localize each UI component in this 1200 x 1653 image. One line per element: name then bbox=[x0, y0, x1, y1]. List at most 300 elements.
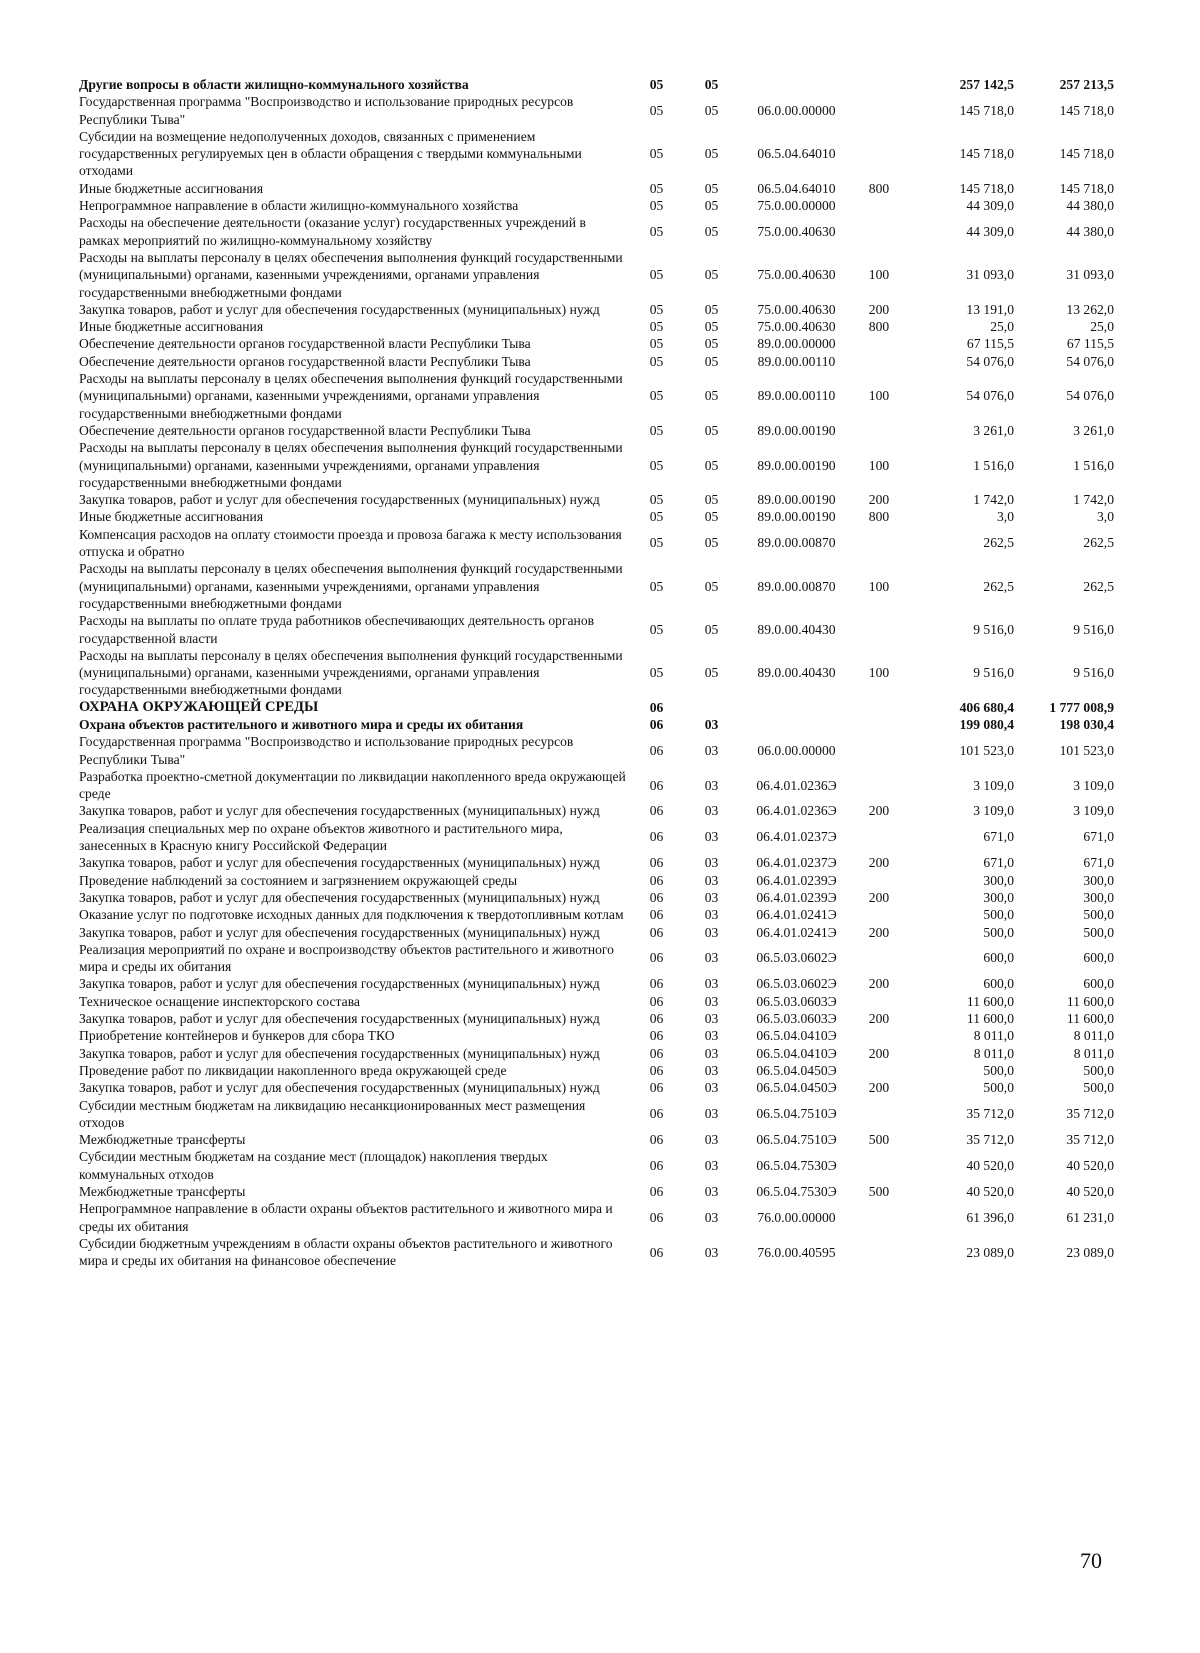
row-name: Расходы на выплаты персоналу в целях обеспечения выполнения функций государственными (муниципальными) органами, казенными учреждениями, органами управления государственными внебюджетными фондами bbox=[79, 561, 623, 611]
row-subsection: 03 bbox=[704, 907, 719, 923]
row-section: 06 bbox=[649, 976, 664, 992]
row-section: 05 bbox=[649, 492, 664, 508]
row-target-code: 06.5.04.0450Э bbox=[756, 1062, 837, 1078]
row-expense-type bbox=[854, 1235, 904, 1270]
row-amount-1: 61 396,0 bbox=[966, 1209, 1014, 1225]
row-name: Закупка товаров, работ и услуг для обеспечения государственных (муниципальных) нужд bbox=[79, 889, 600, 905]
table-row bbox=[79, 1097, 1114, 1132]
row-target-code: 89.0.00.00190 bbox=[757, 509, 836, 525]
row-section: 06 bbox=[649, 872, 664, 888]
row-name: Оказание услуг по подготовке исходных данных для подключения к твердотопливным котлам bbox=[79, 907, 624, 923]
row-amount-2: 11 600,0 bbox=[1066, 1011, 1114, 1027]
row-amount-2: 600,0 bbox=[1083, 950, 1114, 966]
row-section: 05 bbox=[649, 146, 664, 162]
row-target-code: 75.0.00.40630 bbox=[757, 267, 836, 283]
row-expense-type: 200 bbox=[868, 976, 890, 992]
row-name: Расходы на выплаты персоналу в целях обеспечения выполнения функций государственными (муниципальными) органами, казенными учреждениями, органами управления государственными внебюджетными фондами bbox=[79, 371, 623, 421]
row-expense-type bbox=[854, 335, 904, 352]
table-row bbox=[79, 872, 1114, 889]
row-amount-1: 8 011,0 bbox=[973, 1045, 1014, 1061]
row-target-code: 06.5.04.0410Э bbox=[756, 1045, 837, 1061]
row-amount-1: 23 089,0 bbox=[966, 1244, 1014, 1260]
row-target-code: 89.0.00.00190 bbox=[757, 422, 836, 438]
row-amount-2: 101 523,0 bbox=[1059, 742, 1114, 758]
row-expense-type: 200 bbox=[868, 301, 890, 317]
row-section: 06 bbox=[649, 1011, 664, 1027]
row-name: Государственная программа "Воспроизводство и использование природных ресурсов Республики Тыва" bbox=[79, 734, 574, 767]
row-target-code: 06.5.04.0410Э bbox=[756, 1028, 837, 1044]
row-section: 06 bbox=[649, 829, 664, 845]
row-subsection: 05 bbox=[704, 492, 719, 508]
table-row bbox=[79, 993, 1114, 1010]
row-name: Непрограммное направление в области охраны объектов растительного и животного мира и среды их обитания bbox=[79, 1201, 613, 1234]
row-amount-1: 31 093,0 bbox=[966, 267, 1014, 283]
row-section: 05 bbox=[649, 621, 664, 637]
table-row bbox=[79, 1027, 1114, 1044]
table-row bbox=[79, 647, 1114, 699]
row-name: Расходы на выплаты персоналу в целях обеспечения выполнения функций государственными (муниципальными) органами, казенными учреждениями, органами управления государственными внебюджетными фондами bbox=[79, 249, 623, 300]
row-expense-type bbox=[854, 716, 904, 733]
table-row bbox=[79, 318, 1114, 335]
row-expense-type: 800 bbox=[868, 509, 890, 525]
row-amount-2: 44 380,0 bbox=[1066, 224, 1114, 240]
row-expense-type bbox=[854, 768, 904, 803]
row-expense-type bbox=[854, 422, 904, 439]
row-name: Реализация мероприятий по охране и воспроизводству объектов растительного и животного мира и среды их обитания bbox=[79, 941, 614, 975]
row-amount-1: 145 718,0 bbox=[959, 102, 1014, 118]
row-amount-2: 145 718,0 bbox=[1059, 180, 1114, 196]
row-expense-type: 100 bbox=[868, 578, 890, 594]
row-section: 05 bbox=[649, 267, 664, 283]
table-row bbox=[79, 1148, 1114, 1183]
table-row bbox=[79, 768, 1114, 803]
row-name: Обеспечение деятельности органов государственной власти Республики Тыва bbox=[79, 353, 531, 369]
table-row bbox=[79, 335, 1114, 352]
row-section: 05 bbox=[649, 353, 664, 369]
row-subsection: 03 bbox=[704, 1028, 719, 1044]
table-row bbox=[79, 1183, 1114, 1200]
row-name: Расходы на выплаты по оплате труда работников обеспечивающих деятельность органов государственной власти bbox=[79, 613, 595, 646]
table-row bbox=[79, 1079, 1114, 1096]
row-amount-2: 3 109,0 bbox=[1073, 803, 1114, 819]
table-row bbox=[79, 889, 1114, 906]
row-subsection: 03 bbox=[704, 976, 719, 992]
row-name: Расходы на выплаты персоналу в целях обеспечения выполнения функций государственными (муниципальными) органами, казенными учреждениями, органами управления государственными внебюджетными фондами bbox=[79, 440, 623, 490]
row-amount-1: 300,0 bbox=[983, 889, 1014, 905]
row-subsection: 05 bbox=[704, 146, 719, 162]
row-expense-type: 200 bbox=[868, 889, 890, 905]
row-subsection: 03 bbox=[704, 872, 719, 888]
row-amount-1: 671,0 bbox=[983, 855, 1014, 871]
row-target-code: 06.4.01.0239Э bbox=[756, 889, 837, 905]
row-amount-1: 500,0 bbox=[983, 1062, 1014, 1078]
row-amount-1: 9 516,0 bbox=[973, 621, 1014, 637]
row-target-code: 06.5.04.7510Э bbox=[756, 1106, 837, 1122]
row-target-code: 75.0.00.40630 bbox=[757, 319, 836, 335]
row-section: 05 bbox=[649, 509, 664, 525]
row-expense-type bbox=[854, 526, 904, 561]
row-amount-2: 13 262,0 bbox=[1066, 301, 1114, 317]
row-target-code: 06.5.03.0602Э bbox=[756, 950, 837, 966]
row-section: 06 bbox=[649, 924, 664, 940]
row-amount-2: 3,0 bbox=[1097, 509, 1114, 525]
row-subsection: 03 bbox=[704, 1209, 719, 1225]
row-section: 05 bbox=[649, 301, 664, 317]
row-expense-type: 200 bbox=[868, 855, 890, 871]
row-target-code: 06.4.01.0241Э bbox=[756, 924, 837, 940]
row-name: Непрограммное направление в области жилищно-коммунального хозяйства bbox=[79, 198, 519, 214]
row-section: 06 bbox=[649, 1132, 664, 1148]
row-expense-type bbox=[854, 820, 904, 855]
row-section: 05 bbox=[649, 665, 664, 681]
row-expense-type: 200 bbox=[868, 1011, 890, 1027]
row-amount-2: 262,5 bbox=[1083, 535, 1114, 551]
table-row bbox=[79, 906, 1114, 923]
row-subsection: 03 bbox=[704, 829, 719, 845]
row-target-code: 06.5.03.0603Э bbox=[756, 1011, 837, 1027]
row-target-code: 89.0.00.00110 bbox=[757, 353, 836, 369]
row-amount-2: 145 718,0 bbox=[1059, 102, 1114, 118]
row-subsection: 03 bbox=[704, 777, 719, 793]
table-row bbox=[79, 716, 1114, 733]
row-target-code: 75.0.00.00000 bbox=[757, 198, 836, 214]
row-name: Межбюджетные трансферты bbox=[79, 1132, 246, 1148]
row-target-code: 06.5.04.7530Э bbox=[756, 1184, 837, 1199]
row-subsection: 05 bbox=[704, 301, 719, 317]
budget-table bbox=[79, 76, 1114, 1269]
row-amount-2: 600,0 bbox=[1083, 976, 1114, 992]
row-section: 06 bbox=[649, 1045, 664, 1061]
row-section: 05 bbox=[649, 102, 664, 118]
row-expense-type: 100 bbox=[868, 388, 890, 404]
row-amount-1: 1 516,0 bbox=[973, 457, 1014, 473]
row-section: 05 bbox=[649, 388, 664, 404]
row-expense-type bbox=[854, 1200, 904, 1235]
row-section: 06 bbox=[649, 777, 664, 793]
row-amount-1: 262,5 bbox=[983, 578, 1014, 594]
row-amount-1: 25,0 bbox=[990, 319, 1014, 335]
row-expense-type: 200 bbox=[868, 803, 890, 819]
row-amount-1: 101 523,0 bbox=[959, 742, 1014, 758]
table-row bbox=[79, 612, 1114, 647]
table-row bbox=[79, 1062, 1114, 1079]
row-name: ОХРАНА ОКРУЖАЮЩЕЙ СРЕДЫ bbox=[79, 698, 319, 715]
row-expense-type: 500 bbox=[868, 1184, 890, 1199]
row-amount-1: 40 520,0 bbox=[966, 1158, 1014, 1174]
row-amount-1: 54 076,0 bbox=[966, 353, 1014, 369]
row-amount-1: 600,0 bbox=[983, 976, 1014, 992]
row-amount-1: 13 191,0 bbox=[966, 301, 1014, 317]
row-subsection: 03 bbox=[704, 1045, 719, 1061]
row-name: Приобретение контейнеров и бункеров для сбора ТКО bbox=[79, 1028, 395, 1044]
row-name: Субсидии на возмещение недополученных доходов, связанных с применением государственных регулируемых цен в области обращения с твердыми коммунальными отходами bbox=[79, 128, 582, 179]
row-name: Субсидии местным бюджетам на создание мест (площадок) накопления твердых коммунальных отходов bbox=[79, 1149, 548, 1182]
row-name: Реализация специальных мер по охране объектов животного и растительного мира, занесенных в Красную книгу Российской Федерации bbox=[79, 820, 563, 854]
row-amount-1: 35 712,0 bbox=[966, 1106, 1014, 1122]
row-section: 06 bbox=[649, 855, 664, 871]
row-amount-2: 61 231,0 bbox=[1066, 1209, 1114, 1225]
row-name: Межбюджетные трансферты bbox=[79, 1184, 246, 1199]
table-row bbox=[79, 1200, 1114, 1235]
row-target-code: 06.5.04.64010 bbox=[757, 180, 836, 196]
row-expense-type: 500 bbox=[868, 1132, 890, 1148]
row-amount-2: 11 600,0 bbox=[1066, 993, 1114, 1009]
row-amount-2: 300,0 bbox=[1083, 872, 1114, 888]
row-subsection: 03 bbox=[704, 742, 719, 758]
row-target-code: 89.0.00.00870 bbox=[757, 535, 836, 551]
row-section: 06 bbox=[649, 950, 664, 966]
row-section: 05 bbox=[649, 77, 664, 92]
row-expense-type bbox=[854, 93, 904, 128]
row-name: Компенсация расходов на оплату стоимости проезда и провоза багажа к месту использования отпуска и обратно bbox=[79, 526, 622, 560]
row-section: 05 bbox=[649, 224, 664, 240]
table-row bbox=[79, 1235, 1114, 1270]
row-target-code: 06.0.00.00000 bbox=[757, 102, 836, 118]
table-row bbox=[79, 422, 1114, 439]
row-name: Иные бюджетные ассигнования bbox=[79, 509, 264, 525]
row-amount-2: 1 777 008,9 bbox=[1049, 699, 1114, 715]
row-amount-1: 44 309,0 bbox=[966, 198, 1014, 214]
row-amount-2: 67 115,5 bbox=[1066, 336, 1114, 352]
row-subsection: 03 bbox=[704, 803, 719, 819]
row-amount-2: 40 520,0 bbox=[1066, 1184, 1114, 1199]
row-target-code: 06.0.00.00000 bbox=[757, 742, 836, 758]
row-subsection: 05 bbox=[704, 224, 719, 240]
row-expense-type bbox=[854, 872, 904, 889]
row-amount-2: 500,0 bbox=[1083, 1062, 1114, 1078]
table-row bbox=[79, 180, 1114, 197]
row-section: 05 bbox=[649, 535, 664, 551]
row-subsection: 03 bbox=[704, 1184, 719, 1199]
row-target-code: 76.0.00.40595 bbox=[757, 1244, 836, 1260]
row-name: Проведение наблюдений за состоянием и загрязнением окружающей среды bbox=[79, 872, 518, 888]
row-section: 06 bbox=[649, 1158, 664, 1174]
row-subsection: 05 bbox=[704, 388, 719, 404]
table-row bbox=[79, 370, 1114, 422]
row-subsection: 05 bbox=[704, 319, 719, 335]
row-subsection: 05 bbox=[704, 535, 719, 551]
row-amount-1: 3 261,0 bbox=[973, 422, 1014, 438]
row-expense-type: 200 bbox=[868, 1045, 890, 1061]
row-target-code: 06.5.04.7530Э bbox=[756, 1158, 837, 1174]
row-section: 05 bbox=[649, 180, 664, 196]
row-section: 05 bbox=[649, 319, 664, 335]
row-amount-2: 300,0 bbox=[1083, 889, 1114, 905]
row-amount-2: 54 076,0 bbox=[1066, 353, 1114, 369]
row-amount-1: 40 520,0 bbox=[966, 1184, 1014, 1199]
row-amount-1: 54 076,0 bbox=[966, 388, 1014, 404]
table-row bbox=[79, 491, 1114, 508]
row-subsection: 05 bbox=[704, 509, 719, 525]
row-amount-2: 44 380,0 bbox=[1066, 198, 1114, 214]
row-target-code: 89.0.00.40430 bbox=[757, 621, 836, 637]
row-section: 06 bbox=[649, 889, 664, 905]
row-target-code: 75.0.00.40630 bbox=[757, 301, 836, 317]
row-subsection: 05 bbox=[704, 665, 719, 681]
row-expense-type bbox=[854, 197, 904, 214]
row-amount-2: 23 089,0 bbox=[1066, 1244, 1114, 1260]
row-target-code bbox=[739, 699, 854, 716]
row-expense-type bbox=[854, 1062, 904, 1079]
table-row bbox=[79, 526, 1114, 561]
row-amount-2: 671,0 bbox=[1083, 829, 1114, 845]
row-target-code: 06.5.03.0602Э bbox=[756, 976, 837, 992]
row-subsection: 05 bbox=[704, 77, 719, 92]
row-name: Закупка товаров, работ и услуг для обеспечения государственных (муниципальных) нужд bbox=[79, 301, 600, 317]
row-amount-2: 1 516,0 bbox=[1073, 457, 1114, 473]
row-subsection: 03 bbox=[704, 1158, 719, 1174]
table-row bbox=[79, 249, 1114, 301]
row-amount-2: 31 093,0 bbox=[1066, 267, 1114, 283]
row-name: Закупка товаров, работ и услуг для обеспечения государственных (муниципальных) нужд bbox=[79, 492, 600, 508]
row-expense-type bbox=[854, 214, 904, 249]
row-amount-2: 9 516,0 bbox=[1073, 621, 1114, 637]
budget-table-body bbox=[79, 76, 1114, 1269]
row-amount-1: 199 080,4 bbox=[959, 716, 1014, 732]
row-section: 06 bbox=[649, 1062, 664, 1078]
row-expense-type: 100 bbox=[868, 665, 890, 681]
row-amount-1: 500,0 bbox=[983, 924, 1014, 940]
row-amount-1: 145 718,0 bbox=[959, 146, 1014, 162]
row-subsection: 05 bbox=[704, 267, 719, 283]
row-amount-1: 44 309,0 bbox=[966, 224, 1014, 240]
row-subsection: 05 bbox=[704, 422, 719, 438]
row-name: Расходы на выплаты персоналу в целях обеспечения выполнения функций государственными (муниципальными) органами, казенными учреждениями, органами управления государственными внебюджетными фондами bbox=[79, 647, 623, 698]
row-name: Закупка товаров, работ и услуг для обеспечения государственных (муниципальных) нужд bbox=[79, 1045, 600, 1061]
table-row bbox=[79, 802, 1114, 819]
row-name: Расходы на обеспечение деятельности (оказание услуг) государственных учреждений в рамках мероприятий по жилищно-коммунальному хозяйству bbox=[79, 215, 586, 248]
page-number: 70 bbox=[1080, 1548, 1102, 1573]
row-amount-1: 67 115,5 bbox=[966, 336, 1014, 352]
row-amount-2: 8 011,0 bbox=[1073, 1028, 1114, 1044]
row-name: Закупка товаров, работ и услуг для обеспечения государственных (муниципальных) нужд bbox=[79, 976, 600, 992]
table-row bbox=[79, 128, 1114, 180]
row-name: Иные бюджетные ассигнования bbox=[79, 319, 264, 335]
row-expense-type: 200 bbox=[868, 492, 890, 508]
row-subsection: 05 bbox=[704, 102, 719, 118]
row-amount-2: 40 520,0 bbox=[1066, 1158, 1114, 1174]
table-row bbox=[79, 733, 1114, 768]
row-target-code: 06.4.01.0237Э bbox=[756, 829, 837, 845]
row-subsection: 03 bbox=[704, 716, 719, 732]
row-amount-1: 262,5 bbox=[983, 535, 1014, 551]
row-section: 06 bbox=[649, 1028, 664, 1044]
row-name: Другие вопросы в области жилищно-коммунального хозяйства bbox=[79, 77, 469, 92]
row-target-code: 89.0.00.00000 bbox=[757, 336, 836, 352]
table-row bbox=[79, 508, 1114, 525]
row-amount-1: 3 109,0 bbox=[973, 777, 1014, 793]
row-amount-1: 9 516,0 bbox=[973, 665, 1014, 681]
row-expense-type: 100 bbox=[868, 457, 890, 473]
row-amount-2: 3 261,0 bbox=[1073, 422, 1114, 438]
row-name: Обеспечение деятельности органов государственной власти Республики Тыва bbox=[79, 336, 531, 352]
row-amount-1: 11 600,0 bbox=[966, 993, 1014, 1009]
table-row bbox=[79, 1010, 1114, 1027]
row-amount-1: 600,0 bbox=[983, 950, 1014, 966]
table-row bbox=[79, 353, 1114, 370]
row-target-code: 89.0.00.00110 bbox=[757, 388, 836, 404]
row-target-code: 89.0.00.00190 bbox=[757, 492, 836, 508]
row-subsection: 03 bbox=[704, 1011, 719, 1027]
row-expense-type bbox=[854, 1097, 904, 1132]
row-expense-type bbox=[854, 353, 904, 370]
row-subsection: 03 bbox=[704, 924, 719, 940]
row-target-code: 06.5.04.7510Э bbox=[756, 1132, 837, 1148]
table-row bbox=[79, 301, 1114, 318]
row-amount-1: 3 109,0 bbox=[973, 803, 1014, 819]
row-expense-type: 200 bbox=[868, 924, 890, 940]
row-expense-type: 100 bbox=[868, 267, 890, 283]
row-amount-1: 3,0 bbox=[997, 509, 1014, 525]
row-expense-type bbox=[854, 612, 904, 647]
row-subsection: 03 bbox=[704, 1106, 719, 1122]
row-section: 05 bbox=[649, 336, 664, 352]
table-row bbox=[79, 820, 1114, 855]
row-expense-type bbox=[854, 128, 904, 180]
row-amount-2: 1 742,0 bbox=[1073, 492, 1114, 508]
row-section: 06 bbox=[649, 1080, 664, 1096]
row-name: Техническое оснащение инспекторского состава bbox=[79, 993, 360, 1009]
row-subsection: 05 bbox=[704, 457, 719, 473]
row-target-code bbox=[739, 76, 854, 93]
row-amount-2: 145 718,0 bbox=[1059, 146, 1114, 162]
row-section: 05 bbox=[649, 457, 664, 473]
row-subsection: 05 bbox=[704, 180, 719, 196]
row-section: 05 bbox=[649, 198, 664, 214]
table-row bbox=[79, 76, 1114, 93]
row-target-code: 06.4.01.0239Э bbox=[756, 872, 837, 888]
row-target-code bbox=[739, 716, 854, 733]
row-target-code: 06.4.01.0236Э bbox=[756, 803, 837, 819]
row-amount-2: 198 030,4 bbox=[1059, 716, 1114, 732]
row-name: Иные бюджетные ассигнования bbox=[79, 180, 264, 196]
row-target-code: 75.0.00.40630 bbox=[757, 224, 836, 240]
row-name: Закупка товаров, работ и услуг для обеспечения государственных (муниципальных) нужд bbox=[79, 855, 600, 871]
row-section: 05 bbox=[649, 422, 664, 438]
table-row bbox=[79, 941, 1114, 976]
row-subsection: 03 bbox=[704, 1132, 719, 1148]
row-amount-1: 1 742,0 bbox=[973, 492, 1014, 508]
row-section: 06 bbox=[649, 907, 664, 923]
row-amount-1: 406 680,4 bbox=[959, 699, 1014, 715]
row-subsection: 05 bbox=[704, 198, 719, 214]
row-expense-type: 800 bbox=[868, 180, 890, 196]
table-row bbox=[79, 924, 1114, 941]
row-amount-2: 3 109,0 bbox=[1073, 777, 1114, 793]
row-amount-1: 11 600,0 bbox=[966, 1011, 1014, 1027]
table-row bbox=[79, 93, 1114, 128]
row-target-code: 89.0.00.00190 bbox=[757, 457, 836, 473]
table-row bbox=[79, 197, 1114, 214]
row-expense-type bbox=[854, 76, 904, 93]
row-amount-2: 35 712,0 bbox=[1066, 1132, 1114, 1148]
row-name: Обеспечение деятельности органов государственной власти Республики Тыва bbox=[79, 422, 531, 438]
row-section: 06 bbox=[649, 1106, 664, 1122]
row-subsection: 03 bbox=[704, 993, 719, 1009]
row-section: 06 bbox=[649, 1244, 664, 1260]
row-target-code: 06.4.01.0236Э bbox=[756, 777, 837, 793]
row-expense-type bbox=[854, 1027, 904, 1044]
row-subsection: 03 bbox=[704, 889, 719, 905]
row-amount-1: 8 011,0 bbox=[973, 1028, 1014, 1044]
row-subsection: 05 bbox=[704, 336, 719, 352]
row-amount-2: 54 076,0 bbox=[1066, 388, 1114, 404]
row-amount-1: 257 142,5 bbox=[959, 77, 1014, 92]
row-name: Субсидии бюджетным учреждениям в области охраны объектов растительного и животного мира и среды их обитания на финансовое обеспечение bbox=[79, 1235, 613, 1269]
row-section: 06 bbox=[649, 699, 664, 715]
table-row bbox=[79, 975, 1114, 992]
table-row bbox=[79, 560, 1114, 612]
